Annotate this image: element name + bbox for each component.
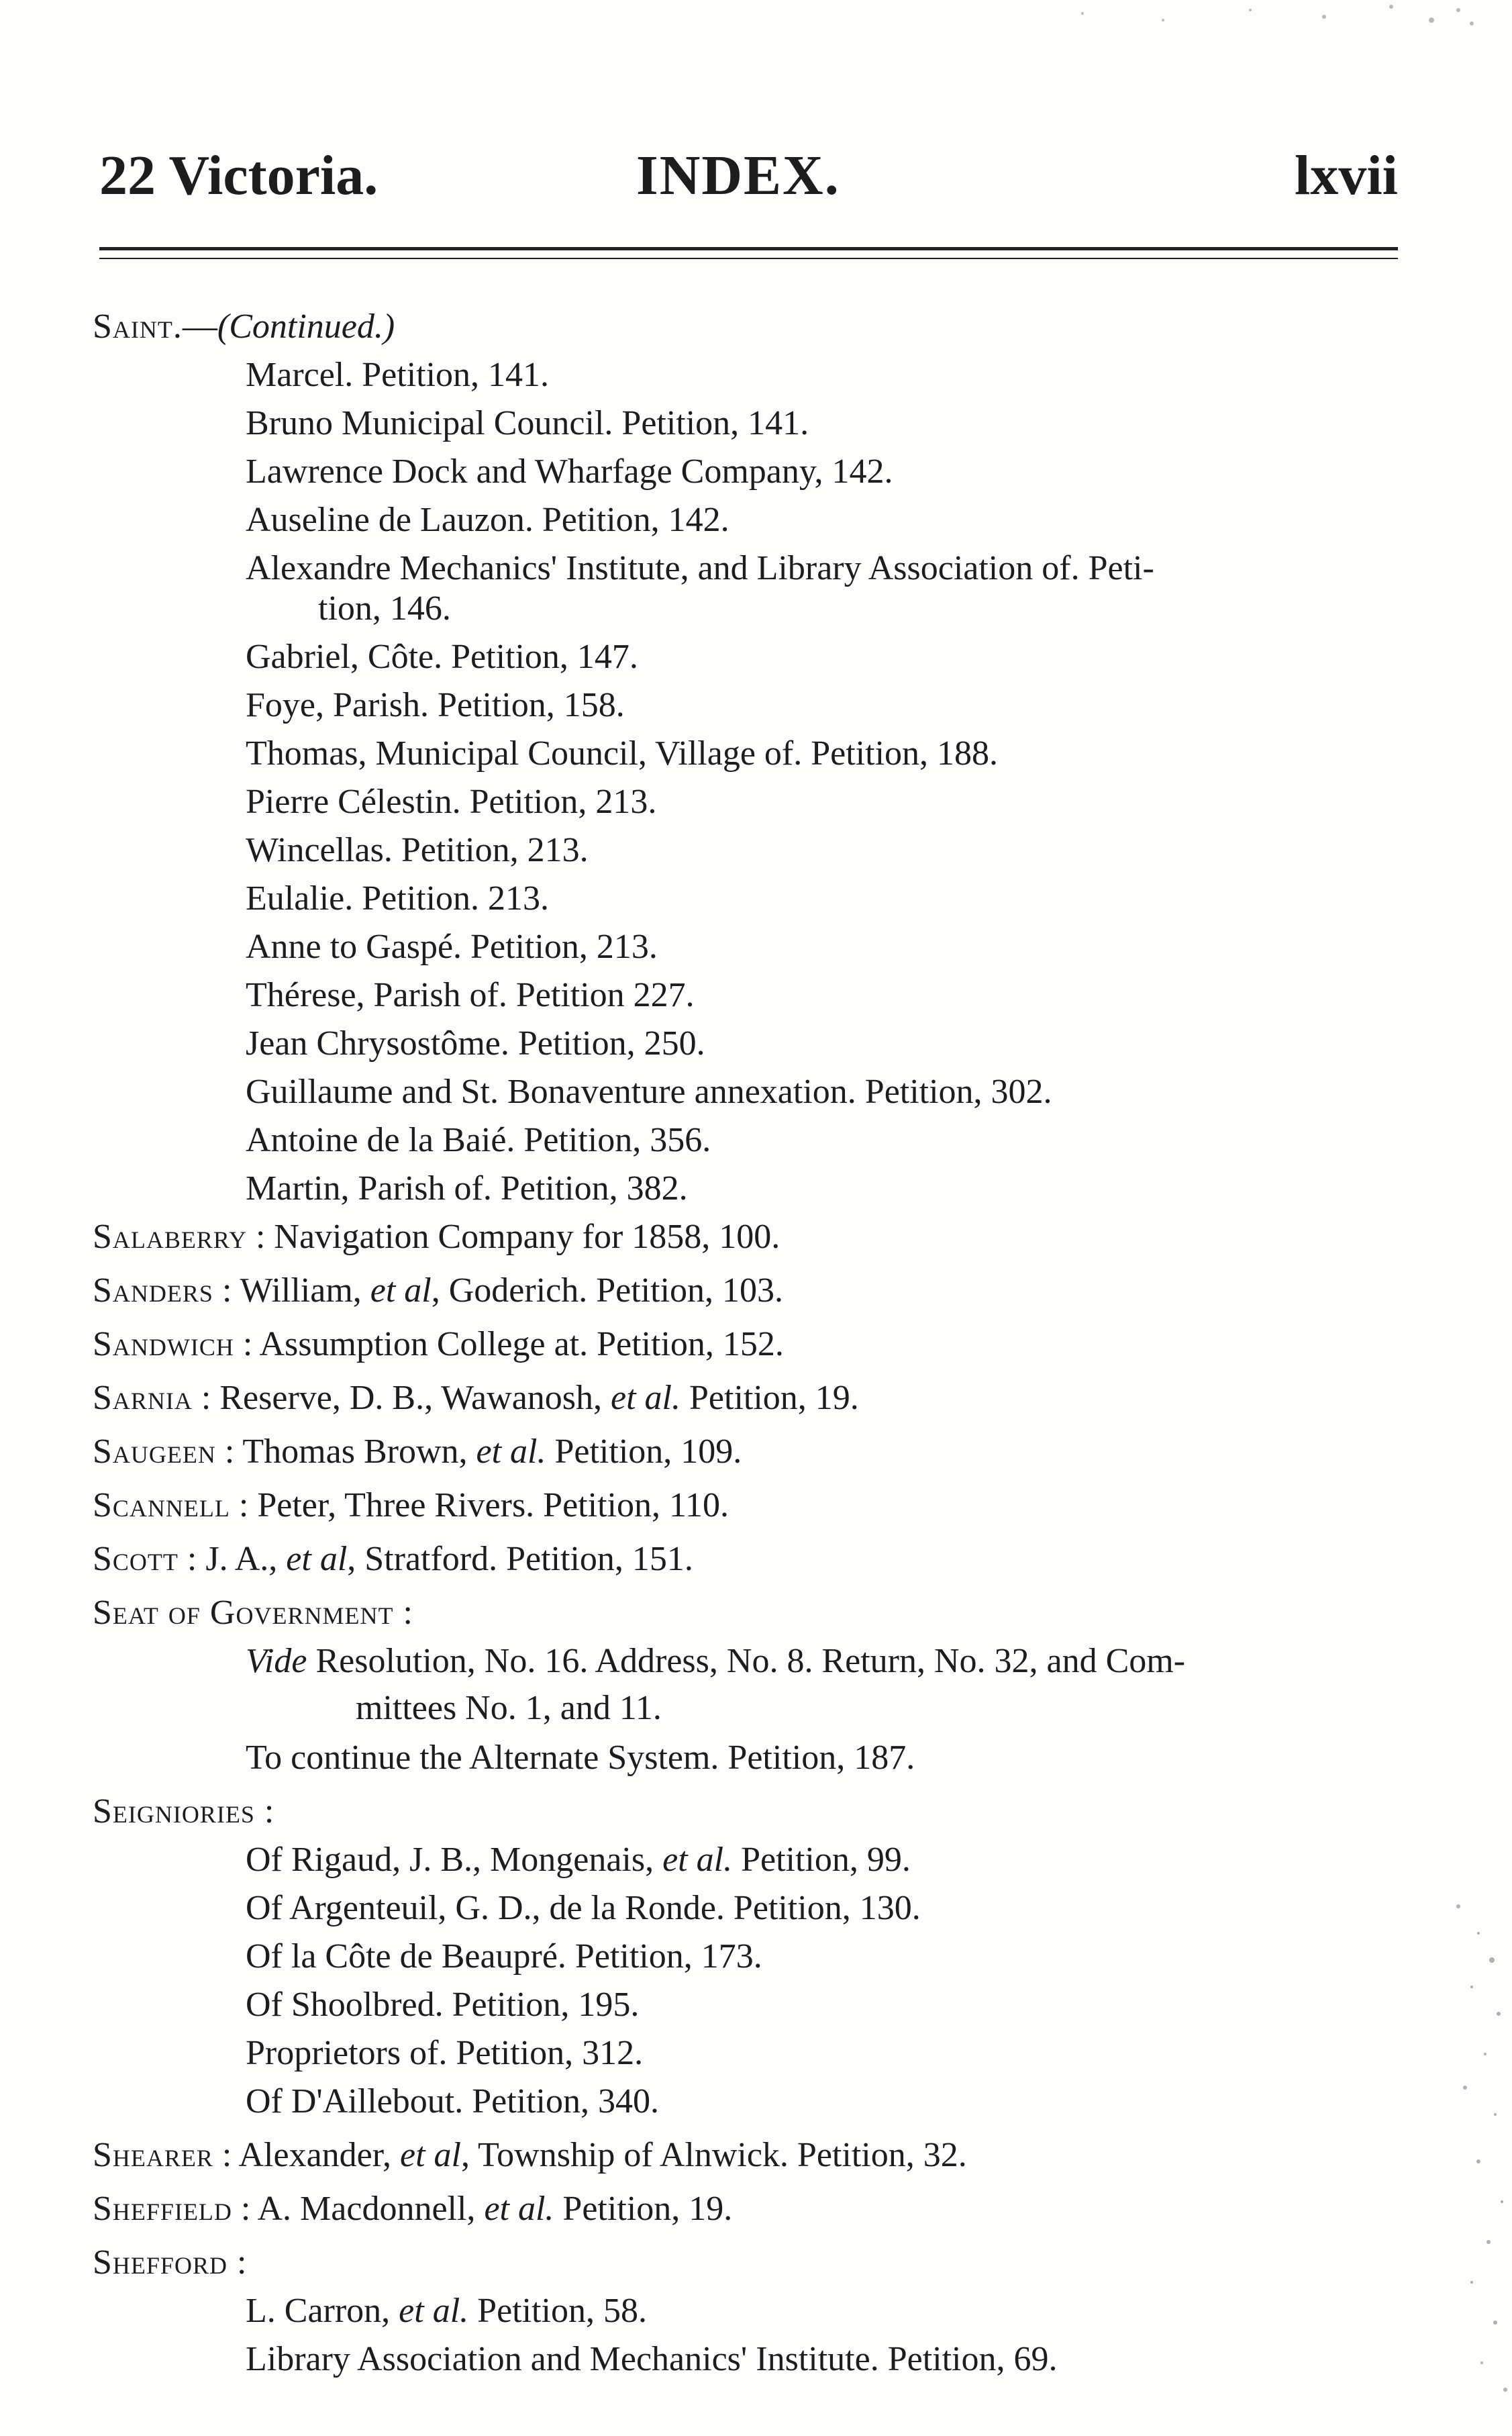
shefford-entry: Library Association and Mechanics' Institute. Petition, 69. xyxy=(246,2340,1058,2378)
saint-entry: Auseline de Lauzon. Petition, 142. xyxy=(246,501,729,539)
shefford-heading: Shefford : xyxy=(93,2243,248,2282)
saint-entry: Marcel. Petition, 141. xyxy=(246,356,550,394)
index-entry-sandwich: Sandwich : Assumption College at. Petition, 152. xyxy=(93,1325,784,1363)
saint-entry: Wincellas. Petition, 213. xyxy=(246,831,589,869)
saint-entry: Anne to Gaspé. Petition, 213. xyxy=(246,928,658,966)
saint-entry xyxy=(246,547,1393,590)
seigniories-entry: Of Shoolbred. Petition, 195. xyxy=(246,1986,640,2024)
saint-entry: Foye, Parish. Petition, 158. xyxy=(246,686,625,724)
seigniories-entry: Proprietors of. Petition, 312. xyxy=(246,2034,644,2072)
saint-entry: Pierre Célestin. Petition, 213. xyxy=(246,783,657,821)
index-entry-saugeen: Saugeen : Thomas Brown, et al. Petition, 109. xyxy=(93,1432,742,1471)
header-rule-thick xyxy=(99,247,1398,250)
saint-entry: Guillaume and St. Bonaventure annexation. Petition, 302. xyxy=(246,1073,1052,1111)
seigniories-entry: Of Rigaud, J. B., Mongenais, et al. Petition, 99. xyxy=(246,1841,911,1879)
saint-entry: Thomas, Municipal Council, Village of. Petition, 188. xyxy=(246,734,999,773)
saint-entry: Antoine de la Baié. Petition, 356. xyxy=(246,1121,711,1159)
shefford-entry: L. Carron, et al. Petition, 58. xyxy=(246,2292,647,2330)
saint-entry: Eulalie. Petition. 213. xyxy=(246,879,550,918)
saint-entry-continuation: tion, 146. xyxy=(318,589,451,628)
seigniories-entry: Of la Côte de Beaupré. Petition, 173. xyxy=(246,1937,762,1976)
saint-entry: Lawrence Dock and Wharfage Company, 142. xyxy=(246,452,893,491)
index-entry-sanders: Sanders : William, et al, Goderich. Petition, 103. xyxy=(93,1271,784,1310)
seigniories-heading: Seigniories : xyxy=(93,1792,275,1831)
scan-noise xyxy=(1378,1880,1512,2417)
header-rule-thin xyxy=(99,258,1398,259)
saint-entry: Gabriel, Côte. Petition, 147. xyxy=(246,638,638,676)
saint-entry: Bruno Municipal Council. Petition, 141. xyxy=(246,404,809,442)
index-entry-shearer: Shearer : Alexander, et al, Township of Alnwick. Petition, 32. xyxy=(93,2136,967,2174)
seat-of-government-heading: Seat of Government : xyxy=(93,1594,413,1632)
seigniories-entry: Of Argenteuil, G. D., de la Ronde. Petition, 130. xyxy=(246,1889,921,1927)
seat-vide-entry: Vide Resolution, No. 16. Address, No. 8. Return, No. 32, and Com- xyxy=(246,1642,1186,1680)
index-entry-sarnia: Sarnia : Reserve, D. B., Wawanosh, et al. Petition, 19. xyxy=(93,1379,859,1417)
scan-noise-top xyxy=(1015,0,1485,40)
seigniories-entry: Of D'Aillebout. Petition, 340. xyxy=(246,2082,660,2121)
page-header xyxy=(99,142,1398,209)
saint-heading: Saint.—(Continued.) xyxy=(93,307,395,346)
index-entry-sheffield: Sheffield : A. Macdonnell, et al. Petition, 19. xyxy=(93,2190,733,2228)
saint-entry-text: Alexandre Mechanics' Institute, and Library Association of. Peti- xyxy=(246,549,1154,587)
header-page-number: lxvii xyxy=(1294,144,1398,207)
index-entry-salaberry: Salaberry : Navigation Company for 1858, 100. xyxy=(93,1218,780,1256)
index-entry-scott: Scott : J. A., et al, Stratford. Petition, 151. xyxy=(93,1540,693,1578)
saint-entry: Martin, Parish of. Petition, 382. xyxy=(246,1169,688,1208)
saint-entry: Jean Chrysostôme. Petition, 250. xyxy=(246,1024,705,1063)
index-entry-scannell: Scannell : Peter, Three Rivers. Petition, 110. xyxy=(93,1486,729,1524)
seat-alternate-entry: To continue the Alternate System. Petition, 187. xyxy=(246,1739,915,1777)
header-title: INDEX. xyxy=(636,144,840,207)
saint-entry: Thérese, Parish of. Petition 227. xyxy=(246,976,695,1014)
seat-vide-continuation: mittees No. 1, and 11. xyxy=(356,1689,662,1727)
header-session: 22 Victoria. xyxy=(99,144,379,207)
